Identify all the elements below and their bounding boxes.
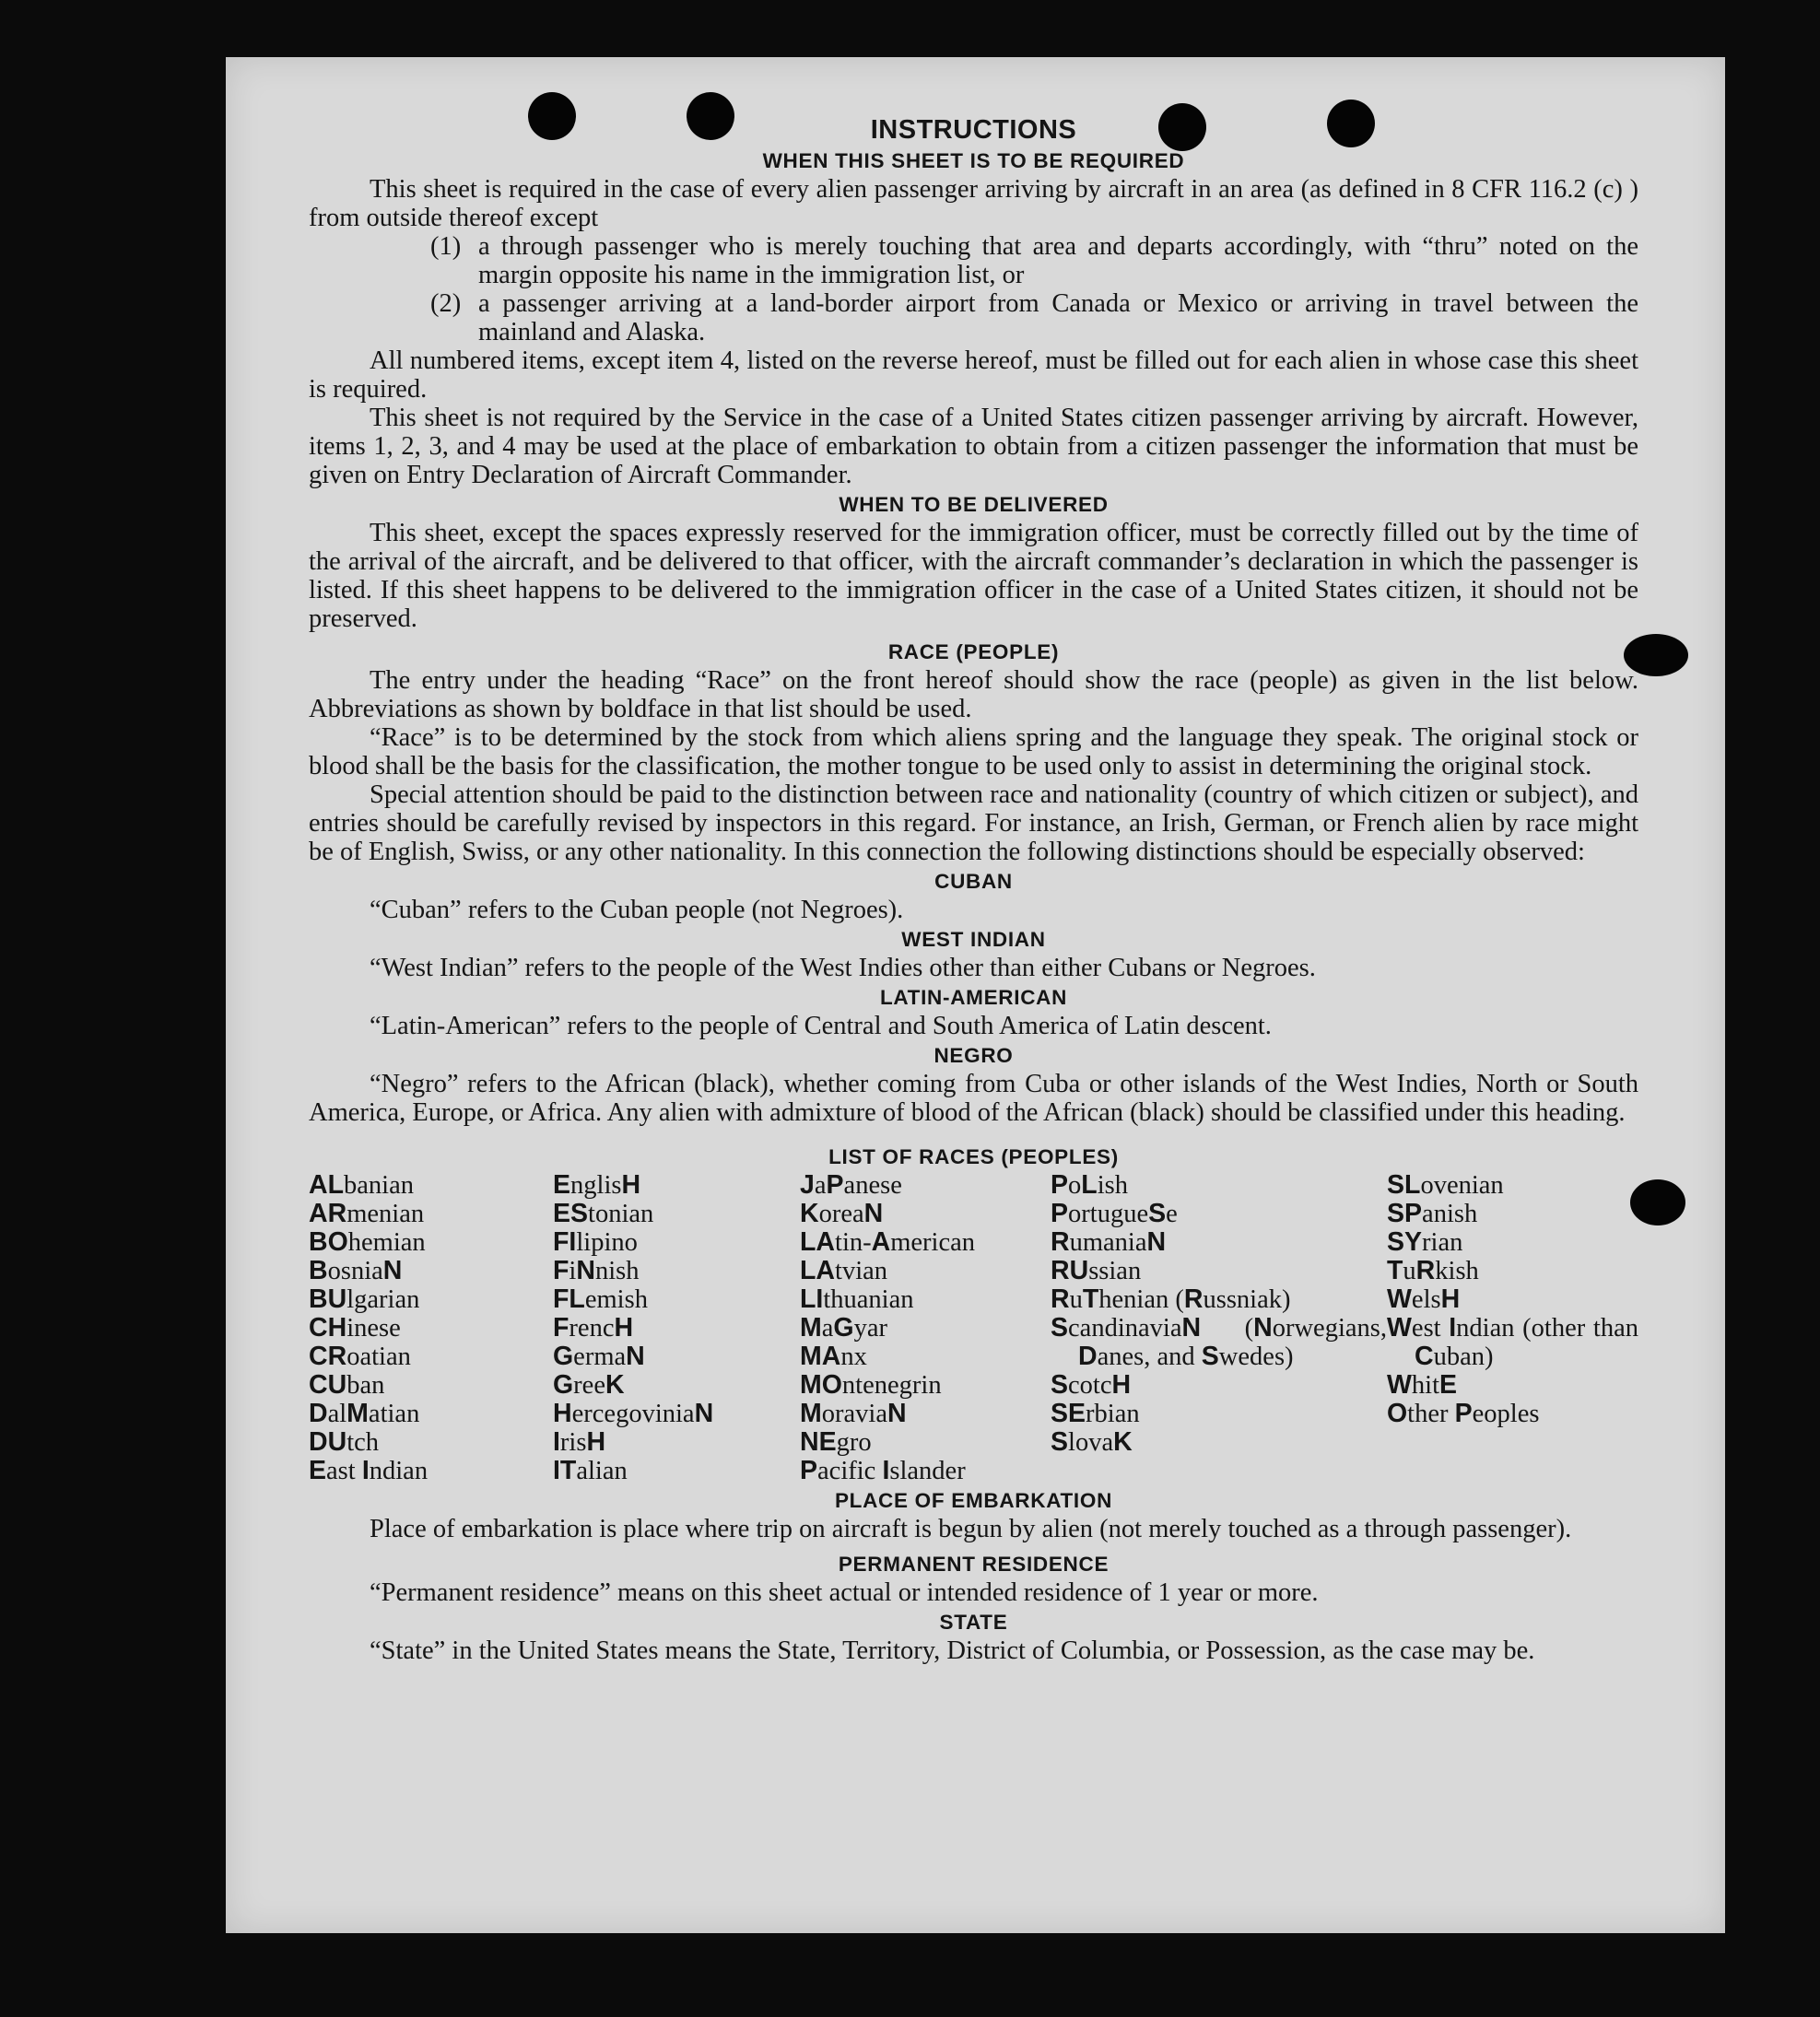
race-entry: RumaniaN xyxy=(1051,1227,1167,1257)
punch-hole xyxy=(1630,1179,1685,1225)
race-entry: Pacific Islander xyxy=(800,1456,966,1485)
race-entry: GreeK xyxy=(553,1370,625,1400)
race-entry: SLovenian xyxy=(1387,1170,1504,1200)
section-heading: RACE (PEOPLE) xyxy=(887,640,1060,663)
item-number: (1) xyxy=(430,232,462,261)
section-heading: WHEN THIS SHEET IS TO BE REQUIRED xyxy=(762,149,1185,172)
race-entry: GermaN xyxy=(553,1342,645,1371)
list-item xyxy=(309,289,1638,346)
race-entry: PortugueSe xyxy=(1051,1199,1178,1228)
race-entry: NEgro xyxy=(800,1427,872,1457)
section-heading: PLACE OF EMBARKATION xyxy=(834,1489,1113,1512)
race-entry: JaPanese xyxy=(800,1170,902,1200)
race-entry: ITalian xyxy=(553,1456,628,1485)
race-entry: IrisH xyxy=(553,1427,606,1457)
race-entry: BOhemian xyxy=(309,1227,426,1257)
paragraph: This sheet is required in the case of every alien passenger arriving by aircraft in an area (as defined in 8 CFR 116.2 (c) ) from outside thereof except xyxy=(309,175,1638,232)
paragraph: All numbered items, except item 4, listed on the reverse hereof, must be filled out for each alien in whose case this sheet is required. xyxy=(309,346,1638,404)
section-heading: WEST INDIAN xyxy=(901,928,1046,951)
paragraph: “West Indian” refers to the people of the West Indies other than either Cubans or Negroes. xyxy=(370,954,1316,982)
race-entry: West Indian (other than Cuban) xyxy=(1387,1313,1638,1371)
race-entry: MAnx xyxy=(800,1342,867,1371)
paragraph: “Latin-American” refers to the people of Central and South America of Latin descent. xyxy=(370,1012,1272,1040)
race-entry: CUban xyxy=(309,1370,385,1400)
section-heading: CUBAN xyxy=(934,870,1013,893)
item-text: a passenger arriving at a land-border airport from Canada or Mexico or arriving in travel between the mainland and Alaska. xyxy=(478,289,1638,346)
race-entry: WhitE xyxy=(1387,1370,1458,1400)
race-entry: EStonian xyxy=(553,1199,654,1228)
race-entry: KoreaN xyxy=(800,1199,884,1228)
races-column xyxy=(800,1171,1051,1485)
race-entry: Other Peoples xyxy=(1387,1399,1540,1428)
races-column xyxy=(1387,1171,1638,1485)
item-number: (2) xyxy=(430,289,462,318)
section-heading: NEGRO xyxy=(933,1044,1014,1067)
paragraph: This sheet is not required by the Service in the case of a United States citizen passenger arriving by aircraft. However, items 1, 2, 3, and 4 may be used at the place of embarkation to obtain from a citizen passenger the information that must be given on Entry Declaration of Aircraft Commander. xyxy=(309,404,1638,489)
race-entry: ScandinaviaN (Norwegians, Danes, and Swedes) xyxy=(1051,1313,1387,1371)
race-entry: BosniaN xyxy=(309,1256,403,1285)
race-entry: SYrian xyxy=(1387,1227,1463,1257)
section-heading: WHEN TO BE DELIVERED xyxy=(839,493,1109,516)
section-heading: PERMANENT RESIDENCE xyxy=(838,1553,1110,1576)
races-column xyxy=(1051,1171,1387,1485)
race-entry: LAtvian xyxy=(800,1256,888,1285)
race-entry: LIthuanian xyxy=(800,1284,914,1314)
race-entry: BUlgarian xyxy=(309,1284,420,1314)
page-title: INSTRUCTIONS xyxy=(870,115,1077,145)
paragraph: “State” in the United States means the State, Territory, District of Columbia, or Possession, as the case may be. xyxy=(370,1636,1535,1665)
race-entry: ScotcH xyxy=(1051,1370,1132,1400)
race-entry: CRoatian xyxy=(309,1342,411,1371)
race-entry: FLemish xyxy=(553,1284,648,1314)
race-entry: DalMatian xyxy=(309,1399,420,1428)
race-entry: FiNnish xyxy=(553,1256,640,1285)
race-entry: PoLish xyxy=(1051,1170,1128,1200)
document-sheet xyxy=(226,57,1725,1933)
paragraph: The entry under the heading “Race” on the front hereof should show the race (people) as given in the list below. Abbreviations as shown by boldface in that list should be used. xyxy=(309,666,1638,723)
race-entry: MOntenegrin xyxy=(800,1370,942,1400)
paragraph: “Race” is to be determined by the stock from which aliens spring and the language they speak. The original stock or blood shall be the basis for the classification, the mother tongue to be used only to assist in determining the original stock. xyxy=(309,723,1638,780)
race-entry: WelsH xyxy=(1387,1284,1461,1314)
race-entry: RuThenian (Russniak) xyxy=(1051,1284,1291,1314)
paragraph: Special attention should be paid to the distinction between race and nationality (country of which citizen or subject), and entries should be carefully revised by inspectors in this regard. For instance, an Irish, German, or French alien by race might be of English, Swiss, or any other nationality. In this connection the following distinctions should be especially observed: xyxy=(309,780,1638,866)
section-heading: LATIN-AMERICAN xyxy=(879,986,1068,1009)
races-column xyxy=(553,1171,800,1485)
race-entry: DUtch xyxy=(309,1427,380,1457)
races-list xyxy=(309,1171,1638,1485)
race-entry: MaGyar xyxy=(800,1313,887,1343)
race-entry: FrencH xyxy=(553,1313,634,1343)
section-heading: STATE xyxy=(939,1611,1008,1634)
race-entry: HercegoviniaN xyxy=(553,1399,714,1428)
paragraph: Place of embarkation is place where trip on aircraft is begun by alien (not merely touched as a through passenger). xyxy=(370,1515,1572,1543)
race-entry: EnglisH xyxy=(553,1170,641,1200)
item-text: a through passenger who is merely touching that area and departs accordingly, with “thru” noted on the margin opposite his name in the immigration list, or xyxy=(478,232,1638,289)
race-entry: FIlipino xyxy=(553,1227,638,1257)
race-entry: CHinese xyxy=(309,1313,401,1343)
paragraph: “Permanent residence” means on this sheet actual or intended residence of 1 year or more. xyxy=(370,1578,1319,1607)
section-heading: LIST OF RACES (PEOPLES) xyxy=(828,1145,1119,1168)
paragraph: This sheet, except the spaces expressly reserved for the immigration officer, must be correctly filled out by the time of the arrival of the aircraft, and be delivered to that officer, with the aircraft commander’s declaration in which the passenger is listed. If this sheet happens to be delivered to the immigration officer in the case of a United States citizen, it should not be preserved. xyxy=(309,519,1638,633)
race-entry: SlovaK xyxy=(1051,1427,1133,1457)
race-entry: MoraviaN xyxy=(800,1399,907,1428)
list-item xyxy=(309,232,1638,289)
race-entry: ARmenian xyxy=(309,1199,425,1228)
paragraph: “Negro” refers to the African (black), whether coming from Cuba or other islands of the West Indies, North or South America, Europe, or Africa. Any alien with admixture of blood of the African (black) should be classified under this heading. xyxy=(309,1070,1638,1127)
race-entry: TuRkish xyxy=(1387,1256,1479,1285)
race-entry: ALbanian xyxy=(309,1170,414,1200)
race-entry: SErbian xyxy=(1051,1399,1140,1428)
races-column xyxy=(309,1171,553,1485)
instructions-body xyxy=(309,114,1638,1665)
paragraph: “Cuban” refers to the Cuban people (not Negroes). xyxy=(370,896,904,924)
race-entry: SPanish xyxy=(1387,1199,1478,1228)
race-entry: LAtin-American xyxy=(800,1227,976,1257)
race-entry: RUssian xyxy=(1051,1256,1142,1285)
race-entry: East Indian xyxy=(309,1456,429,1485)
